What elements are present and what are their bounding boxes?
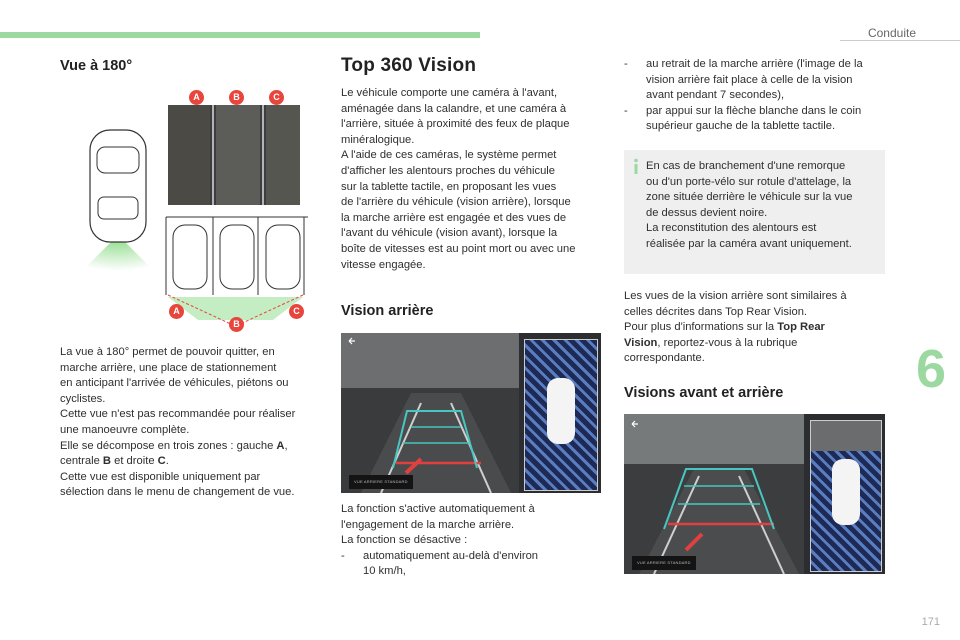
camera-view-badge: VUE ARRIERE STANDARD — [349, 475, 413, 489]
chapter-number: 6 — [915, 339, 946, 399]
zone-label-a-bottom: A — [169, 304, 184, 319]
page-number: 171 — [921, 616, 940, 628]
deactivation-list: - au retrait de la marche arrière (l'image de la vision arrière fait place à celle de la vision avant pendant 7 secondes), - par appui sur la flèche blanche dans le coin supérieur gauche de la tablette tactile. — [624, 58, 863, 133]
heading-vision-arriere: Vision arrière — [341, 303, 434, 319]
rear-camera-screen — [341, 333, 601, 493]
camera-view-badge-2: VUE ARRIERE STANDARD — [632, 556, 696, 570]
activation-text: La fonction s'active automatiquement à l'engagement de la marche arrière. La fonction se désactive : - automatiquement au-delà d'environ 10 km/h, — [341, 503, 539, 578]
vue-180-diagram — [58, 85, 320, 335]
zone-label-b: B — [229, 90, 244, 105]
heading-top-360-vision: Top 360 Vision — [341, 55, 477, 76]
zone-label-c: C — [269, 90, 284, 105]
top-view-panel-2 — [810, 420, 882, 572]
top-360-intro: Le véhicule comporte une caméra à l'avant, aménagée dans la calandre, et une caméra à l'arrière, située à proximité des feux de plaque minéralogique. A l'aide de ces caméras, le système permet d'afficher les alentours proches du véhicule sur la tablette tactile, en proposant les vues de l'arrière du véhicule (vision arrière), lorsque la marche arrière est engagée et des vues de l'avant du véhicule (vision avant), lorsque la boîte de vitesses est au point mort ou avec une vitesse engagée. — [341, 87, 576, 271]
similar-views-paragraph: Les vues de la vision arrière sont similaires à celles décrites dans Top Rear Vision. Pour plus d'informations sur la Top Rear Vision, reportez-vous à la rubrique correspondante. — [624, 290, 847, 365]
info-icon — [630, 158, 642, 174]
car-icon-2 — [832, 459, 860, 525]
car-icon — [547, 378, 575, 444]
zone-label-c-bottom: C — [289, 304, 304, 319]
top-view-panel — [524, 339, 598, 491]
front-rear-camera-screen — [624, 414, 885, 574]
zone-label-a: A — [189, 90, 204, 105]
heading-vue-180: Vue à 180° — [60, 58, 133, 74]
vue-180-paragraph: La vue à 180° permet de pouvoir quitter, en marche arrière, une place de stationnement en anticipant l'arrivée de véhicules, piétons ou cyclistes. Cette vue n'est pas recommandée pour réaliser une manoeuvre complète. Elle se décompose en trois zones : gauche A, centrale B et droite C. Cette vue est disponible uniquement par sélection dans le menu de changement de vue. — [60, 346, 296, 499]
info-box: En cas de branchement d'une remorque ou d'un porte-vélo sur rotule d'attelage, la zone située derrière le véhicule sur la vue de dessus devient noire. La reconstitution des alentours est réalisée par la caméra avant uniquement. — [624, 150, 885, 274]
zone-label-b-bottom: B — [229, 317, 244, 332]
section-rule — [840, 40, 960, 41]
heading-visions-avant-arriere: Visions avant et arrière — [624, 385, 784, 401]
top-accent-bar — [0, 32, 480, 38]
section-title: Conduite — [867, 26, 916, 40]
